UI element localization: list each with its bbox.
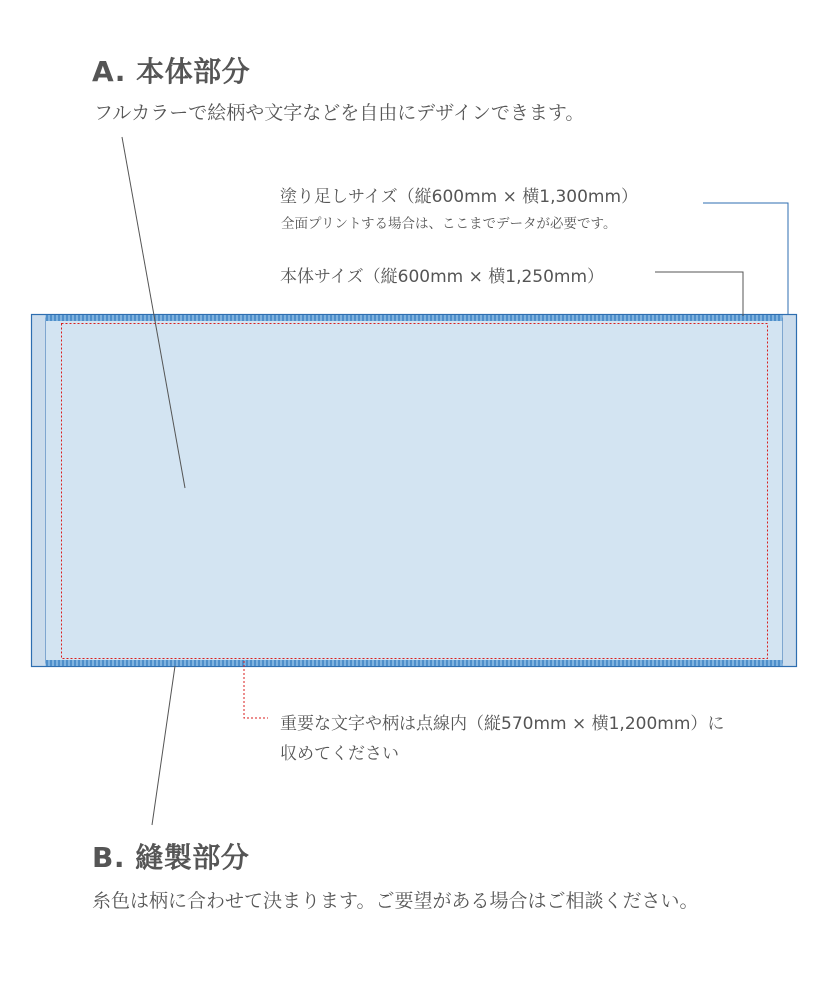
safe-area-leader-line [244, 661, 268, 718]
body-size-label: 本体サイズ（縦600mm × 横1,250mm） [280, 267, 605, 287]
safe-area-label-line2: 収めてください [280, 744, 399, 764]
top-stitch-hem [46, 315, 783, 321]
section-b-title: B. 縫製部分 [92, 841, 250, 874]
section-b-description: 糸色は柄に合わせて決まります。ご要望がある場合はご相談ください。 [92, 890, 699, 912]
section-b-leader-line [152, 666, 175, 825]
body-size-leader-line [655, 272, 743, 316]
bleed-size-note: 全面プリントする場合は、ここまでデータが必要です。 [281, 216, 617, 232]
bleed-size-label: 塗り足しサイズ（縦600mm × 横1,300mm） [280, 187, 639, 207]
section-a-description: フルカラーで絵柄や文字などを自由にデザインできます。 [94, 102, 585, 124]
bottom-stitch-hem [46, 660, 783, 666]
towel-body [46, 318, 783, 663]
section-a-title: A. 本体部分 [92, 55, 251, 88]
bleed-leader-line [703, 203, 788, 315]
safe-area-label-line1: 重要な文字や柄は点線内（縦570mm × 横1,200mm）に [280, 714, 725, 734]
